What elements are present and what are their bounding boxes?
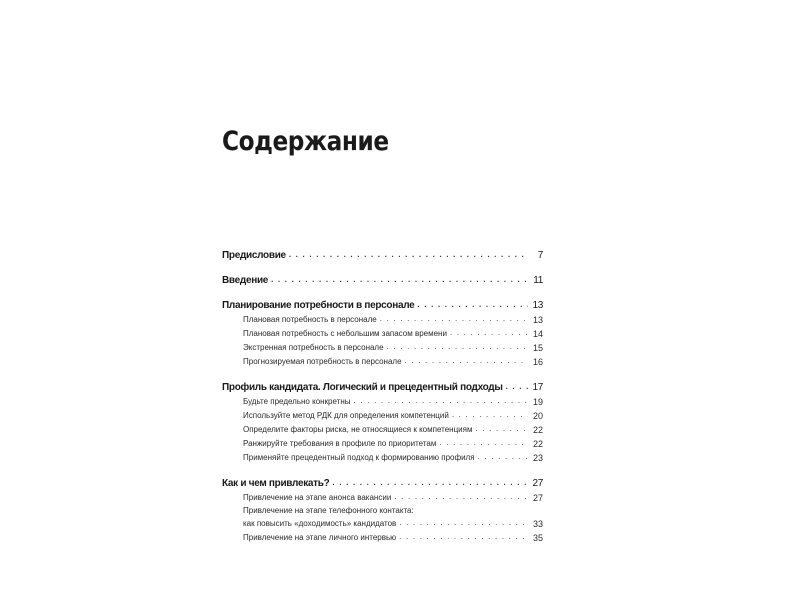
toc-section	[222, 274, 543, 288]
toc-section	[222, 381, 543, 465]
chapter-title: Как и чем привлекать?	[222, 478, 330, 489]
page-number: 7	[537, 250, 543, 261]
chapter-title: Предисловие	[222, 250, 286, 261]
page-number: 33	[532, 519, 543, 529]
subsection-title: Определите факторы риска, не относящиеся к компетенциям	[243, 425, 473, 434]
toc-section	[222, 299, 543, 369]
subsection-title: Привлечение на этапе анонса вакансии	[243, 493, 392, 502]
toc-subsection-entry[interactable]	[222, 313, 543, 327]
toc-subsection-entry[interactable]	[222, 423, 543, 437]
toc-subsection-entry[interactable]	[222, 341, 543, 355]
table-of-contents	[222, 249, 543, 545]
dot-leader	[475, 423, 528, 436]
page-number: 27	[532, 478, 543, 489]
dot-leader	[399, 531, 528, 544]
subsection-title: Привлечение на этапе телефонного контакта:	[243, 506, 414, 515]
page-number: 15	[532, 343, 543, 353]
toc-section	[222, 477, 543, 545]
dot-leader	[354, 395, 528, 408]
toc-subsection-entry[interactable]	[222, 409, 543, 423]
dot-leader	[506, 381, 528, 394]
dot-leader	[478, 451, 528, 464]
dot-leader	[405, 355, 528, 368]
toc-subsection-entry[interactable]	[222, 437, 543, 451]
toc-subsection-entry[interactable]	[222, 327, 543, 341]
dot-leader	[394, 491, 528, 504]
toc-subsection-entry[interactable]	[222, 531, 543, 545]
page-title: Содержание	[222, 126, 389, 157]
toc-subsection-entry[interactable]	[222, 451, 543, 465]
dot-leader	[271, 274, 528, 287]
toc-subsection-entry[interactable]	[222, 395, 543, 409]
chapter-title: Введение	[222, 275, 269, 286]
page-number: 13	[532, 315, 543, 325]
subsection-title: Будьте предельно конкретны	[243, 397, 351, 406]
dot-leader	[452, 409, 528, 422]
page-number: 13	[532, 300, 543, 311]
page-number: 16	[532, 357, 543, 367]
dot-leader	[417, 299, 528, 312]
toc-chapter-entry[interactable]	[222, 299, 543, 313]
toc-chapter-entry[interactable]	[222, 477, 543, 491]
dot-leader	[387, 341, 528, 354]
page-number: 23	[532, 453, 543, 463]
page-number: 35	[532, 533, 543, 543]
dot-leader	[399, 517, 528, 530]
dot-leader	[289, 249, 528, 262]
chapter-title: Профиль кандидата. Логический и прецедентный подходы	[222, 382, 503, 393]
page-number: 14	[532, 329, 543, 339]
toc-chapter-entry[interactable]	[222, 381, 543, 395]
page-number: 19	[532, 397, 543, 407]
page-number: 27	[532, 493, 543, 503]
subsection-title: Прогнозируемая потребность в персонале	[243, 357, 402, 366]
subsection-title: как повысить «доходимость» кандидатов	[243, 519, 397, 528]
subsection-title: Используйте метод РДК для определения компетенций	[243, 411, 449, 420]
toc-section	[222, 249, 543, 263]
toc-subsection-entry-continued[interactable]	[222, 505, 543, 517]
chapter-title: Планирование потребности в персонале	[222, 300, 415, 311]
toc-subsection-entry[interactable]	[222, 355, 543, 369]
toc-subsection-entry[interactable]	[222, 491, 543, 505]
toc-subsection-entry[interactable]	[222, 517, 543, 531]
subsection-title: Применяйте прецедентный подход к формированию профиля	[243, 453, 475, 462]
dot-leader	[332, 477, 528, 490]
subsection-title: Плановая потребность с небольшим запасом времени	[243, 329, 447, 338]
toc-chapter-entry[interactable]	[222, 249, 543, 263]
subsection-title: Экстренная потребность в персонале	[243, 343, 384, 352]
page-number: 22	[532, 439, 543, 449]
subsection-title: Ранжируйте требования в профиле по приоритетам	[243, 439, 437, 448]
subsection-title: Плановая потребность в персонале	[243, 315, 377, 324]
dot-leader	[439, 437, 528, 450]
dot-leader	[450, 327, 528, 340]
toc-chapter-entry[interactable]	[222, 274, 543, 288]
dot-leader	[380, 313, 528, 326]
page-number: 17	[532, 382, 543, 393]
page-number: 22	[532, 425, 543, 435]
page-number: 20	[532, 411, 543, 421]
subsection-title: Привлечение на этапе личного интервью	[243, 533, 397, 542]
page-number: 11	[533, 275, 543, 286]
